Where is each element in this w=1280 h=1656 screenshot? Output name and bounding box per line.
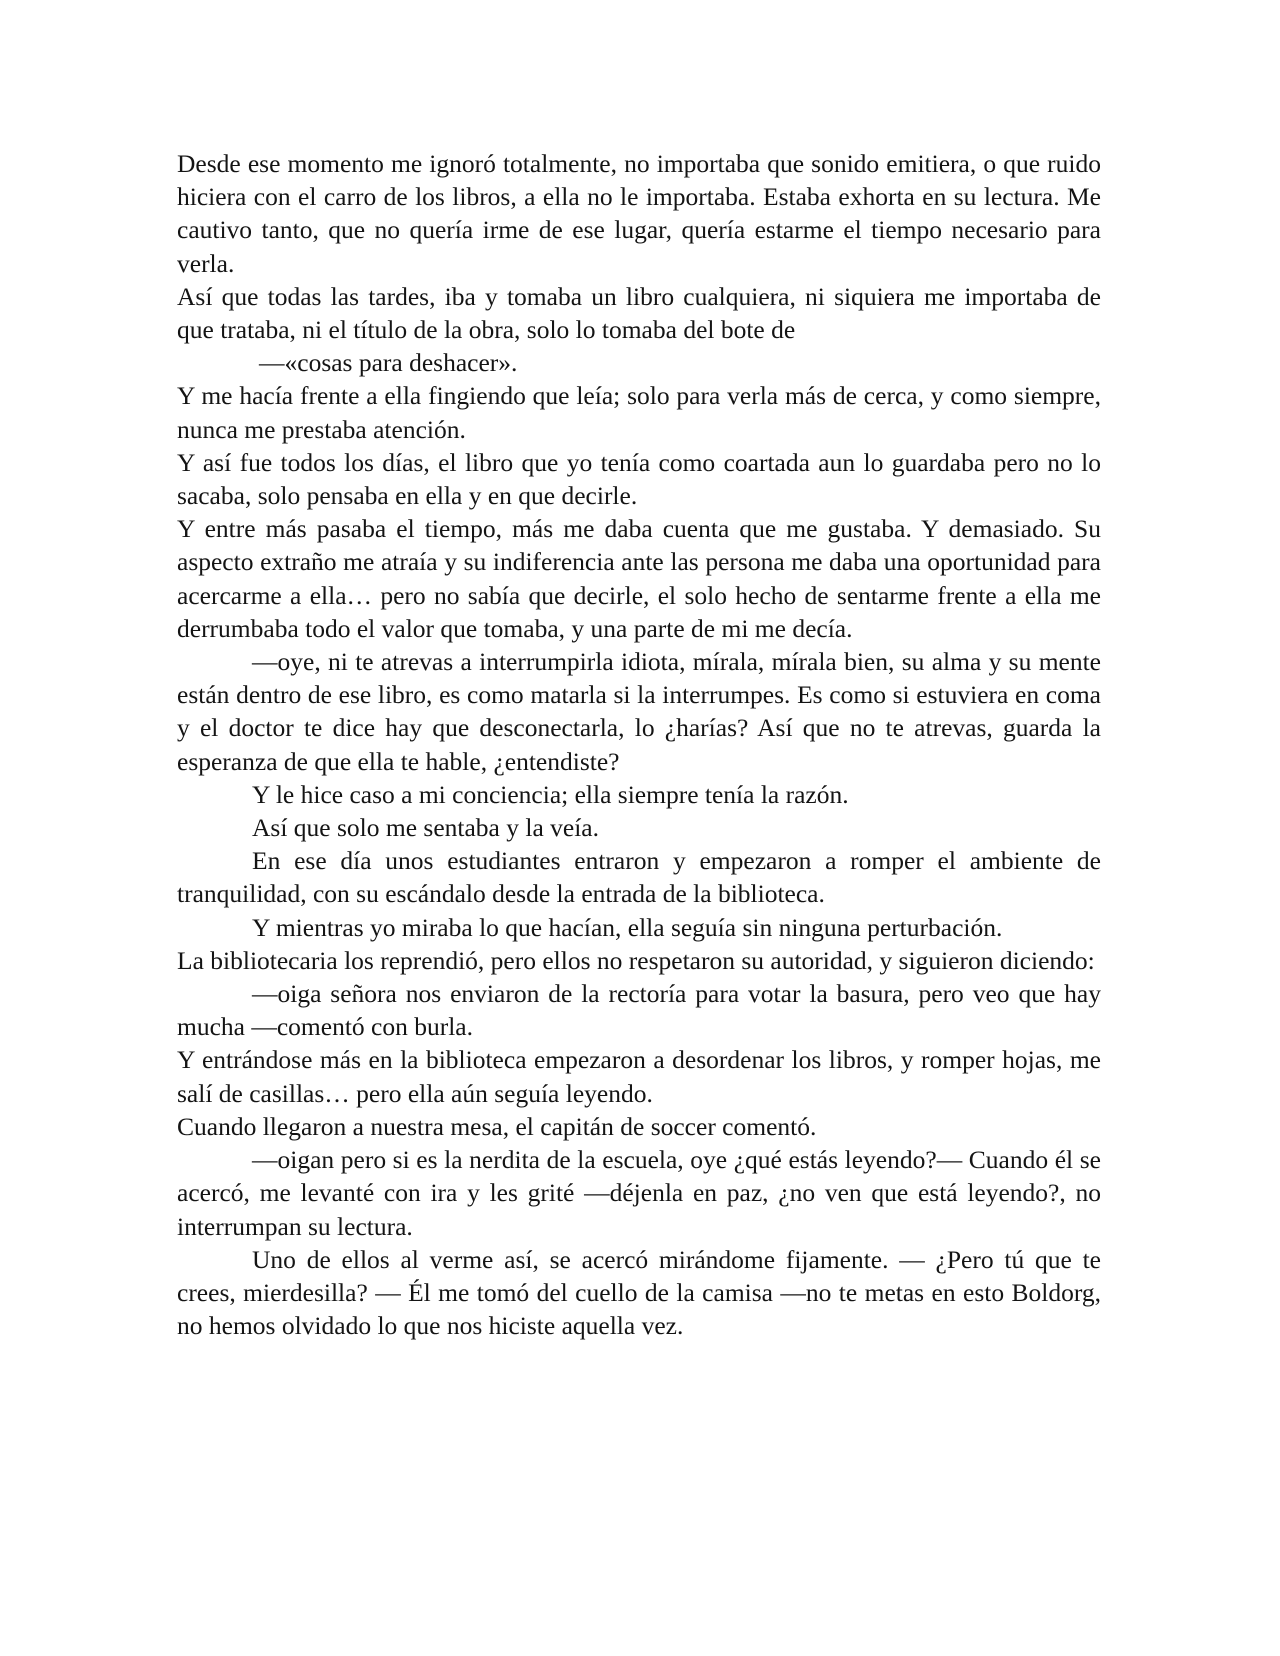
paragraph-17: Uno de ellos al verme así, se acercó mirándome fijamente. — ¿Pero tú que te crees, mierdesilla? — Él me tomó del cuello de la camisa —no te metas en esto Boldorg, no hemos olvidado lo que nos hiciste aquella vez. [177,1244,1101,1341]
document-page [177,147,1101,1342]
paragraph-7: —oye, ni te atrevas a interrumpirla idiota, mírala, mírala bien, su alma y su mente están dentro de ese libro, es como matarla si la interrumpes. Es como si estuviera en coma y el doctor te dice hay que desconectarla, lo ¿harías? Así que no te atrevas, guarda la esperanza de que ella te hable, ¿entendiste? [177,647,1101,776]
paragraph-15: Cuando llegaron a nuestra mesa, el capitán de soccer comentó. [177,1111,817,1141]
paragraph-12: La bibliotecaria los reprendió, pero ellos no respetaron su autoridad, y siguieron diciendo: [177,945,1095,975]
paragraph-6: Y entre más pasaba el tiempo, más me daba cuenta que me gustaba. Y demasiado. Su aspecto extraño me atraía y su indiferencia ante las persona me daba una oportunidad para acercarme a ella… pero no sabía que decirle, el solo hecho de sentarme frente a ella me derrumbaba todo el valor que tomaba, y una parte de mi me decía. [177,514,1101,643]
paragraph-10: En ese día unos estudiantes entraron y empezaron a romper el ambiente de tranquilidad, con su escándalo desde la entrada de la biblioteca. [177,846,1101,909]
paragraph-5: Y así fue todos los días, el libro que yo tenía como coartada aun lo guardaba pero no lo sacaba, solo pensaba en ella y en que decirle. [177,447,1101,511]
paragraph-13: —oiga señora nos enviaron de la rectoría para votar la basura, pero veo que hay mucha —comentó con burla. [177,979,1101,1042]
paragraph-2: Así que todas las tardes, iba y tomaba un libro cualquiera, ni siquiera me importaba de que trataba, ni el título de la obra, solo lo tomaba del bote de [177,281,1101,345]
paragraph-1: Desde ese momento me ignoró totalmente, no importaba que sonido emitiera, o que ruido hiciera con el carro de los libros, a ella no le importaba. Estaba exhorta en su lectura. Me cautivo tanto, que no quería irme de ese lugar, quería estarme el tiempo necesario para verla. [177,149,1101,278]
paragraph-8: Y le hice caso a mi conciencia; ella siempre tenía la razón. [252,779,849,809]
paragraph-14: Y entrándose más en la biblioteca empezaron a desordenar los libros, y romper hojas, me salí de casillas… pero ella aún seguía leyendo. [177,1045,1101,1108]
paragraph-16: —oigan pero si es la nerdita de la escuela, oye ¿qué estás leyendo?— Cuando él se acercó, me levanté con ira y les grité —déjenla en paz, ¿no ven que está leyendo?, no interrumpan su lectura. [177,1145,1101,1241]
paragraph-9: Así que solo me sentaba y la veía. [252,813,599,843]
paragraph-11: Y mientras yo miraba lo que hacían, ella seguía sin ninguna perturbación. [252,912,1003,942]
paragraph-4: Y me hacía frente a ella fingiendo que leía; solo para verla más de cerca, y como siempre, nunca me prestaba atención. [177,381,1101,444]
paragraph-3: —«cosas para deshacer». [259,348,518,378]
